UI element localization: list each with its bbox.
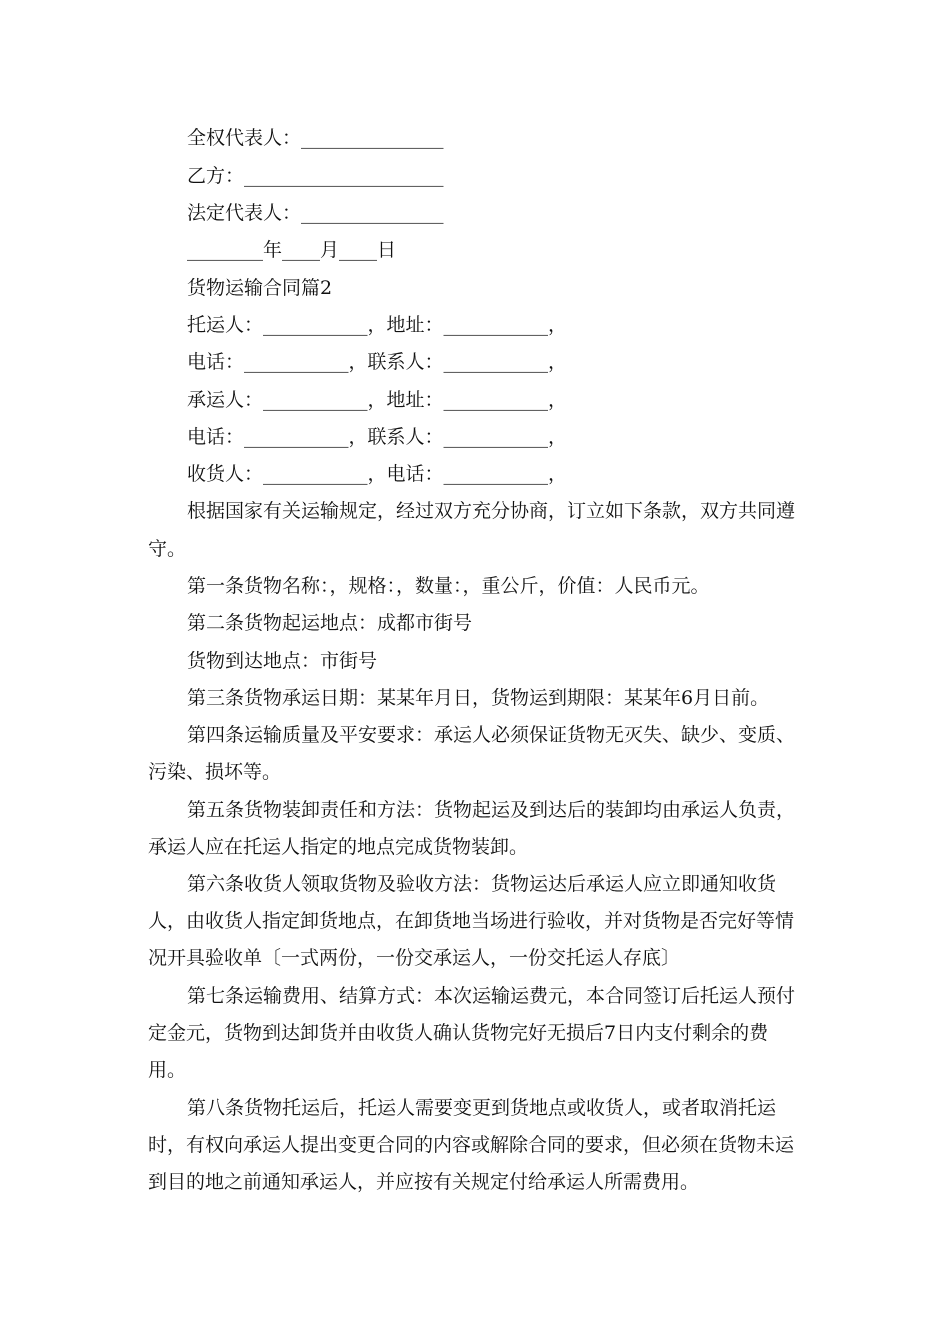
party-line-carrier: 承运人：___________，地址：___________， bbox=[187, 389, 568, 411]
article-7-line-2: 定金元，货物到达卸货并由收货人确认货物完好无损后7日内支付剩余的费 bbox=[148, 1022, 769, 1044]
article-1: 第一条货物名称：，规格：，数量：，重公斤，价值：人民币元。 bbox=[187, 575, 710, 597]
party-line-carrier-contact: 电话：___________，联系人：___________， bbox=[187, 426, 568, 448]
article-6-line-3: 况开具验收单〔一式两份，一份交承运人，一份交托运人存底〕 bbox=[148, 947, 681, 969]
party-b-line: 乙方：_____________________ bbox=[187, 165, 444, 187]
article-8-line-1: 第八条货物托运后，托运人需要变更到货地点或收货人，或者取消托运 bbox=[187, 1097, 777, 1119]
party-line-shipper-contact: 电话：___________，联系人：___________， bbox=[187, 351, 568, 373]
article-4-line-2: 污染、损坏等。 bbox=[148, 761, 282, 783]
preamble-line-1: 根据国家有关运输规定，经过双方充分协商，订立如下条款，双方共同遵 bbox=[187, 500, 796, 522]
article-3: 第三条货物承运日期：某某年月日，货物运到期限：某某年6月日前。 bbox=[187, 687, 770, 709]
article-4-line-1: 第四条运输质量及平安要求：承运人必须保证货物无灭失、缺少、变质、 bbox=[187, 724, 796, 746]
article-7-line-1: 第七条运输费用、结算方式：本次运输运费元，本合同签订后托运人预付 bbox=[187, 985, 796, 1007]
article-5-line-2: 承运人应在托运人指定的地点完成货物装卸。 bbox=[148, 836, 529, 858]
legal-rep-line: 法定代表人：_______________ bbox=[187, 202, 444, 224]
section-title: 货物运输合同篇2 bbox=[187, 277, 333, 299]
article-8-line-3: 到目的地之前通知承运人，并应按有关规定付给承运人所需费用。 bbox=[148, 1171, 700, 1193]
article-6-line-1: 第六条收货人领取货物及验收方法：货物运达后承运人应立即通知收货 bbox=[187, 873, 777, 895]
article-7-line-3: 用。 bbox=[148, 1059, 187, 1081]
arrival-location: 货物到达地点：市街号 bbox=[187, 650, 378, 672]
article-5-line-1: 第五条货物装卸责任和方法：货物起运及到达后的装卸均由承运人负责， bbox=[187, 799, 796, 821]
date-line: ________年____月____日 bbox=[187, 239, 397, 261]
article-8-line-2: 时，有权向承运人提出变更合同的内容或解除合同的要求，但必须在货物未运 bbox=[148, 1134, 795, 1156]
authorized-rep-line: 全权代表人：_______________ bbox=[187, 127, 444, 149]
article-2: 第二条货物起运地点：成都市街号 bbox=[187, 612, 473, 634]
preamble-line-2: 守。 bbox=[148, 538, 187, 560]
party-line-consignee: 收货人：___________，电话：___________， bbox=[187, 463, 568, 485]
article-6-line-2: 人，由收货人指定卸货地点，在卸货地当场进行验收，并对货物是否完好等情 bbox=[148, 910, 795, 932]
party-line-shipper: 托运人：___________，地址：___________， bbox=[187, 314, 568, 336]
